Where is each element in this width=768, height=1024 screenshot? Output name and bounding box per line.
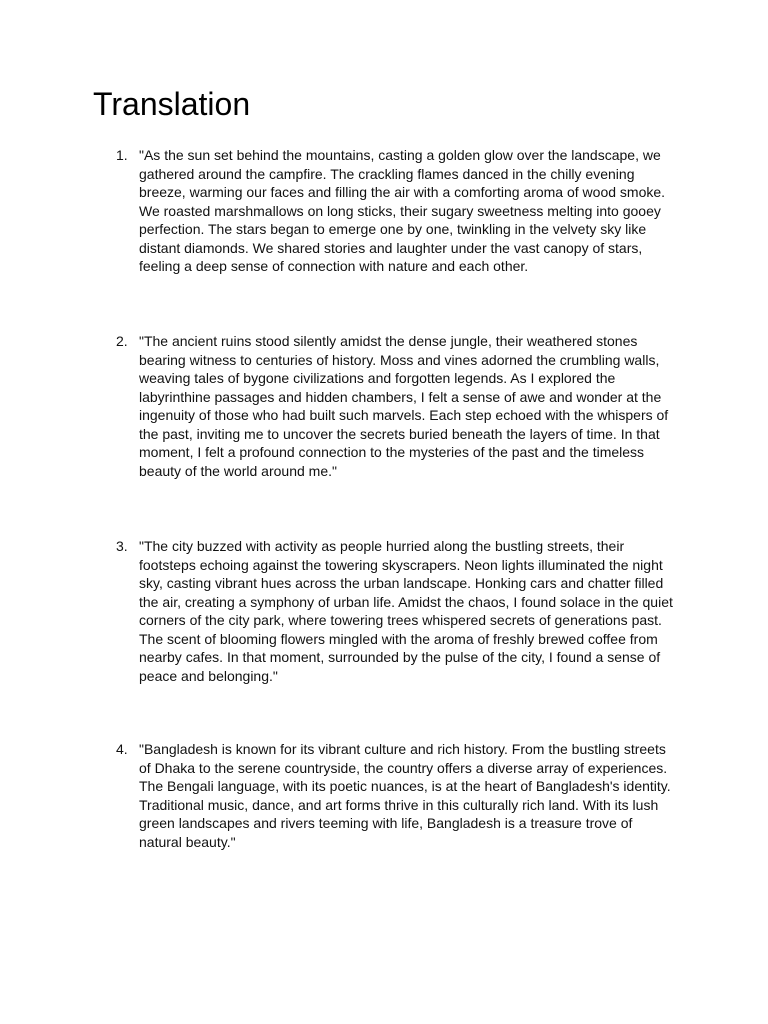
list-item-text: "The city buzzed with activity as people hurried along the bustling streets, their footsteps echoing against the towering skyscrapers. Neon lights illuminated the night sky, casting vibrant hues across the urban landscape. Honking cars and chatter filled the air, creating a symphony of urban life. Amidst the chaos, I found solace in the quiet corners of the city park, where towering trees whispered secrets of generations past. The scent of blooming flowers mingled with the aroma of freshly brewed coffee from nearby cafes. In that moment, surrounded by the pulse of the city, I found a sense of peace and belonging." (139, 538, 673, 684)
list-item-number: 1. (116, 147, 128, 163)
list-item (116, 332, 676, 480)
list-item-number: 4. (116, 741, 128, 757)
list-item-number: 3. (116, 538, 128, 554)
list-item-text: "As the sun set behind the mountains, casting a golden glow over the landscape, we gathered around the campfire. The crackling flames danced in the chilly evening breeze, warming our faces and filling the air with a comforting aroma of wood smoke. We roasted marshmallows on long sticks, their sugary sweetness melting into gooey perfection. The stars began to emerge one by one, twinkling in the velvety sky like distant diamonds. We shared stories and laughter under the vast canopy of stars, feeling a deep sense of connection with nature and each other. (139, 147, 666, 274)
list-item-text: "Bangladesh is known for its vibrant culture and rich history. From the bustling streets of Dhaka to the serene countryside, the country offers a diverse array of experiences. The Bengali language, with its poetic nuances, is at the heart of Bangladesh's identity. Traditional music, dance, and art forms thrive in this culturally rich land. With its lush green landscapes and rivers teeming with life, Bangladesh is a treasure trove of natural beauty." (139, 741, 671, 850)
list-item (116, 146, 676, 276)
list-item-text: "The ancient ruins stood silently amidst the dense jungle, their weathered stones bearing witness to centuries of history. Moss and vines adorned the crumbling walls, weaving tales of bygone civilizations and forgotten legends. As I explored the labyrinthine passages and hidden chambers, I felt a sense of awe and wonder at the ingenuity of those who had built such marvels. Each step echoed with the whispers of the past, inviting me to uncover the secrets buried beneath the layers of time. In that moment, I felt a profound connection to the mysteries of the past and the timeless beauty of the world around me." (139, 333, 669, 479)
list-item-number: 2. (116, 333, 128, 349)
document-title: Translation (93, 86, 251, 122)
list-item (116, 740, 676, 851)
list-item (116, 537, 676, 685)
